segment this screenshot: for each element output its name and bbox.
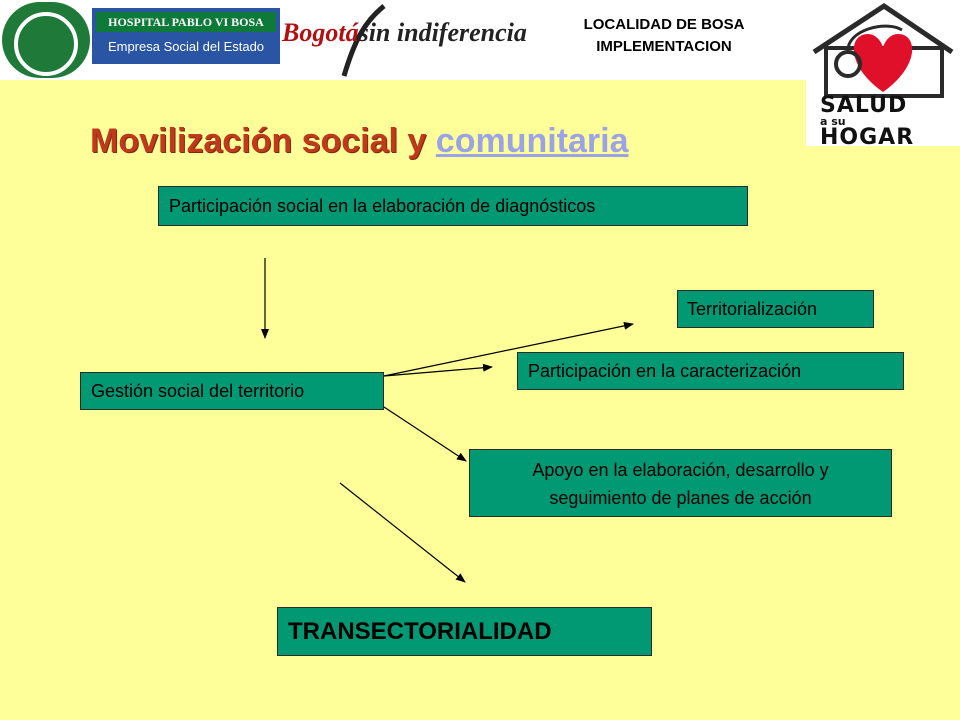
bogota-logo-part2: sin indiferencia: [358, 18, 527, 47]
bogota-logo-part1: Bogotá: [282, 18, 359, 47]
title-link[interactable]: comunitaria: [435, 122, 629, 160]
locality-name: LOCALIDAD DE BOSA: [583, 16, 745, 33]
arrow-to-caracterizacion: [384, 367, 492, 376]
node-territorializacion: Territorialización: [677, 290, 874, 328]
arrow-to-transectorialidad: [340, 483, 465, 582]
node-gestion-social: Gestión social del territorio: [80, 372, 384, 410]
node-caracterizacion: Participación en la caracterización: [517, 352, 904, 390]
node-apoyo-planes: [469, 449, 892, 517]
implementation-label: IMPLEMENTACION: [596, 38, 732, 55]
hospital-subtitle: Empresa Social del Estado: [96, 36, 276, 58]
title-text: Movilización social y: [90, 122, 436, 160]
node-diagnosticos: Participación social en la elaboración de diagnósticos: [158, 186, 748, 226]
hospital-name: HOSPITAL PABLO VI BOSA: [96, 12, 276, 32]
hogar-word: HOGAR: [820, 125, 915, 150]
node-transectorialidad: TRANSECTORIALIDAD: [277, 607, 652, 656]
salud-word: SALUD: [820, 93, 908, 118]
a-su-word: a su: [820, 115, 846, 128]
apoyo-line2: seguimiento de planes de acción: [549, 488, 812, 508]
apoyo-line1: Apoyo en la elaboración, desarrollo y: [532, 460, 829, 480]
arrow-to-apoyo: [384, 407, 466, 461]
